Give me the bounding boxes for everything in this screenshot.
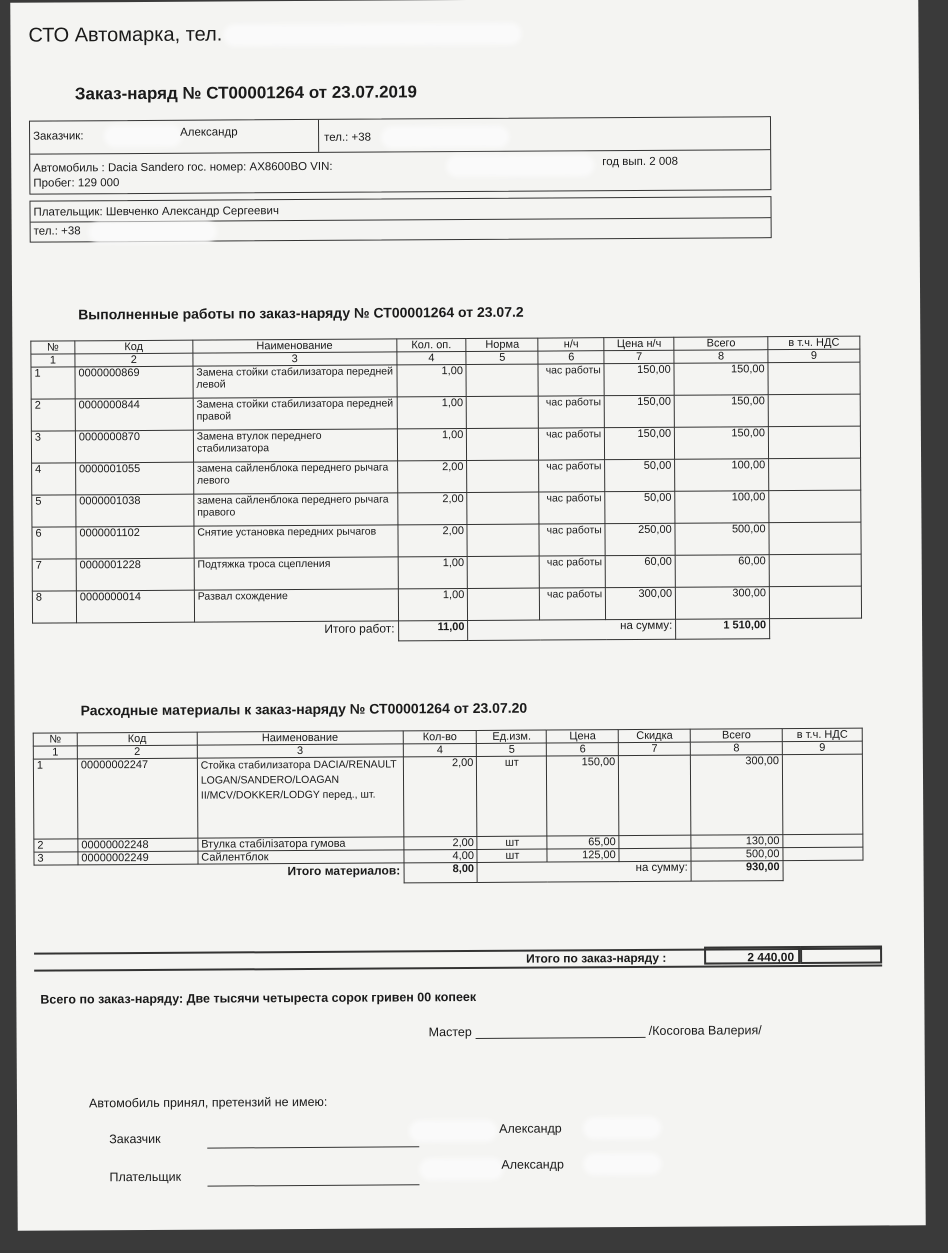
row-name: Стойка стабилизатора DACIA/RENAULT LOGAN/SANDERO/LOAGAN II/MCV/DOKKER/LODGY перед., шт.	[197, 757, 403, 838]
row-name: Подтяжка троса сцепления	[194, 557, 398, 590]
col-number: 7	[619, 742, 691, 755]
customer-sign-label: Заказчик	[109, 1131, 161, 1147]
col-number: 7	[604, 350, 674, 363]
row-unit: час работы	[540, 588, 606, 620]
row-norm	[467, 492, 539, 524]
works-sum-label: на сумму:	[468, 619, 676, 640]
car-mileage: Пробег: 129 000	[33, 177, 120, 190]
materials-table	[33, 728, 864, 886]
row-norm	[468, 588, 540, 620]
row-number: 7	[32, 559, 76, 591]
row-vat	[783, 847, 863, 860]
table-row	[32, 522, 861, 559]
row-vat	[769, 522, 861, 555]
payer-sign-line	[207, 1170, 419, 1186]
row-code: 0000000869	[75, 366, 193, 399]
customer-sign-line	[207, 1132, 419, 1148]
row-total: 100,00	[675, 491, 769, 524]
row-norm	[468, 556, 540, 588]
row-unit: час работы	[538, 364, 604, 396]
row-norm	[467, 396, 539, 428]
table-row	[31, 362, 860, 399]
table-row	[32, 586, 861, 623]
col-header: №	[31, 341, 75, 354]
row-number: 1	[31, 367, 75, 399]
order-document	[10, 0, 925, 1231]
row-unit: час работы	[539, 396, 605, 428]
row-total: 130,00	[691, 835, 783, 849]
payer-name: Плательщик: Шевченко Александр Сергеевич	[33, 205, 279, 219]
col-number: 9	[768, 349, 860, 363]
materials-sum-label: на сумму:	[478, 861, 692, 882]
row-unit: шт	[477, 756, 547, 836]
col-header: н/ч	[538, 338, 604, 351]
col-header: №	[33, 733, 77, 746]
table-row	[31, 426, 860, 463]
col-header: Норма	[466, 338, 538, 351]
col-number: 2	[77, 745, 197, 759]
row-code: 0000001102	[76, 526, 194, 559]
page-title: Заказ-наряд № СТ00001264 от 23.07.2019	[74, 82, 417, 104]
master-sign-line	[475, 1037, 645, 1039]
row-vat	[782, 754, 862, 834]
grand-total-words: Всего по заказ-наряду: Две тысячи четыреста сорок гривен 00 копеек	[40, 989, 477, 1007]
row-total: 100,00	[675, 459, 769, 492]
row-vat	[769, 490, 861, 523]
row-total: 150,00	[675, 427, 769, 460]
col-header: Код	[77, 732, 197, 746]
col-number: 8	[674, 350, 768, 364]
row-number: 2	[31, 399, 75, 431]
works-total-row	[33, 618, 862, 643]
payer-sign-name: Александр	[501, 1157, 564, 1172]
row-price: 250,00	[605, 523, 675, 555]
customer-label: Заказчик:	[33, 130, 84, 143]
table-row	[32, 554, 861, 591]
payer-box	[29, 196, 771, 243]
col-number: 3	[193, 352, 397, 366]
grand-total-value: 2 440,00	[704, 946, 800, 965]
col-number: 5	[466, 351, 538, 364]
row-number: 6	[32, 527, 76, 559]
divider	[318, 120, 319, 152]
col-number: 6	[547, 743, 619, 756]
redacted-phone	[385, 130, 505, 145]
col-header: Наименование	[193, 339, 397, 353]
col-header: Код	[75, 340, 193, 354]
works-total-label: Итого работ:	[324, 621, 395, 636]
empty-cell	[783, 860, 863, 880]
payer-sign-label: Плательщик	[109, 1169, 182, 1185]
row-total: 300,00	[691, 755, 783, 836]
row-unit: час работы	[539, 524, 605, 556]
row-total: 500,00	[691, 848, 783, 862]
redacted-surname	[423, 1162, 499, 1176]
row-number: 4	[32, 463, 76, 495]
col-number: 6	[538, 351, 604, 364]
payer-phone-label: тел.: +38	[33, 225, 81, 238]
row-vat	[783, 834, 863, 847]
materials-total-label: Итого материалов:	[287, 863, 401, 879]
row-vat	[769, 458, 861, 491]
materials-title: Расходные материалы к заказ-наряду № СТ00001264 от 23.07.20	[80, 699, 528, 719]
row-unit: час работы	[539, 428, 605, 460]
row-total: 300,00	[676, 587, 770, 620]
materials-sum: 930,00	[691, 861, 783, 882]
row-norm	[467, 460, 539, 492]
car-info: Автомобиль : Dacia Sandero гос. номер: AX8600BO VIN:	[33, 160, 333, 175]
materials-total-qty: 8,00	[404, 862, 478, 882]
row-name: замена сайленблока переднего рычага левого	[193, 461, 397, 494]
table-row	[33, 754, 862, 839]
row-code: 00000002247	[77, 758, 197, 839]
row-qty: 1,00	[398, 557, 468, 589]
master-name: /Косогова Валерия/	[648, 1023, 762, 1038]
row-discount	[619, 755, 691, 835]
col-header: в т.ч. НДС	[768, 336, 860, 350]
row-vat	[769, 586, 861, 619]
customer-phone-label: тел.: +38	[324, 131, 372, 144]
row-vat	[768, 362, 860, 395]
row-discount	[619, 848, 691, 861]
row-total: 60,00	[675, 555, 769, 588]
redacted-phone	[228, 26, 518, 42]
row-vat	[768, 426, 860, 459]
row-vat	[769, 554, 861, 587]
row-qty: 2,00	[403, 836, 477, 849]
grand-total-vat	[800, 945, 882, 964]
row-vat	[768, 394, 860, 427]
col-number: 1	[33, 746, 77, 759]
divider	[30, 149, 770, 155]
row-name: замена сайленблока переднего рычага правого	[194, 493, 398, 526]
customer-signature	[109, 1132, 160, 1146]
company-name	[28, 22, 518, 48]
row-number: 3	[31, 431, 75, 463]
col-header: Всего	[674, 337, 768, 351]
row-norm	[467, 428, 539, 460]
row-number: 5	[32, 495, 76, 527]
col-number: 9	[782, 741, 862, 754]
customer-name: Александр	[180, 126, 238, 139]
table-row	[32, 490, 861, 527]
customer-sign-name: Александр	[499, 1121, 562, 1136]
empty-cell	[770, 618, 862, 639]
row-price: 60,00	[605, 555, 675, 587]
col-header: Цена н/ч	[604, 337, 674, 350]
works-sum: 1 510,00	[676, 619, 770, 640]
row-price: 65,00	[547, 836, 619, 849]
materials-total-row	[34, 860, 863, 885]
row-code: 0000000870	[75, 430, 193, 463]
row-name: Замена втулок переднего стабилизатора	[193, 429, 397, 462]
payer-signature	[109, 1170, 181, 1184]
row-unit: час работы	[539, 492, 605, 524]
row-code: 0000000844	[75, 398, 193, 431]
row-name: Втулка стабілізатора гумова	[198, 837, 404, 851]
row-code: 0000001228	[76, 558, 194, 591]
row-unit: час работы	[540, 556, 606, 588]
row-qty: 2,00	[397, 493, 467, 525]
row-unit: час работы	[539, 460, 605, 492]
row-total: 500,00	[675, 523, 769, 556]
row-code: 00000002249	[78, 851, 198, 865]
master-signature	[429, 1023, 762, 1039]
works-total-qty: 11,00	[398, 621, 468, 641]
row-code: 0000001038	[76, 494, 194, 527]
row-number: 1	[33, 759, 77, 839]
redacted-surname	[413, 1124, 493, 1138]
col-header: Всего	[690, 729, 782, 743]
row-price: 300,00	[606, 587, 676, 619]
master-label: Мастер	[428, 1024, 472, 1040]
row-unit: шт	[477, 836, 547, 849]
grand-total-label: Итого по заказ-наряду :	[526, 950, 667, 966]
works-table	[30, 336, 862, 644]
col-header: Скидка	[619, 729, 691, 742]
customer-box	[29, 116, 771, 195]
row-norm	[466, 364, 538, 396]
redacted-patronymic	[587, 1121, 657, 1135]
redacted-vin	[450, 158, 590, 173]
col-number: 1	[31, 354, 75, 367]
row-number: 8	[32, 591, 76, 623]
row-qty: 1,00	[398, 589, 468, 621]
row-price: 150,00	[604, 395, 674, 427]
row-discount	[619, 835, 691, 848]
col-number: 4	[403, 743, 477, 756]
company-label: СТО Автомарка, тел.	[28, 23, 223, 47]
col-number: 8	[691, 742, 783, 756]
row-total: 150,00	[674, 395, 768, 428]
col-number: 5	[477, 743, 547, 756]
row-qty: 2,00	[397, 525, 467, 557]
works-title: Выполненные работы по заказ-наряду № СТ00001264 от 23.07.2	[78, 303, 524, 323]
row-norm	[467, 524, 539, 556]
col-header: Кол. оп.	[396, 339, 466, 352]
row-name: Снятие установка передних рычагов	[194, 525, 398, 558]
redacted-phone	[93, 225, 213, 240]
col-number: 2	[75, 353, 193, 367]
col-number: 4	[396, 352, 466, 365]
row-price: 125,00	[547, 849, 619, 862]
table-row	[32, 458, 861, 495]
row-qty: 1,00	[397, 397, 467, 429]
row-price: 50,00	[605, 491, 675, 523]
col-header: Кол-во	[403, 730, 477, 743]
row-unit: шт	[477, 849, 547, 862]
row-price: 150,00	[547, 756, 619, 836]
table-row	[31, 394, 860, 431]
col-header: в т.ч. НДС	[782, 728, 862, 741]
row-price: 150,00	[604, 363, 674, 395]
row-name: Развал схождение	[194, 589, 398, 622]
row-code: 0000000014	[76, 590, 194, 623]
row-code: 00000002248	[78, 838, 198, 852]
accepted-note: Автомобиль принял, претензий не имею:	[88, 1094, 328, 1111]
col-header: Ед.изм.	[477, 730, 547, 743]
row-number: 2	[34, 839, 78, 852]
row-qty: 2,00	[397, 461, 467, 493]
row-price: 150,00	[605, 427, 675, 459]
row-name: Замена стойки стабилизатора передней правой	[193, 397, 397, 430]
col-header: Наименование	[197, 731, 403, 745]
col-header: Цена	[547, 730, 619, 743]
row-name: Замена стойки стабилизатора передней левой	[193, 365, 397, 398]
row-total: 150,00	[674, 363, 768, 396]
col-number: 3	[197, 744, 403, 758]
row-number: 3	[34, 852, 78, 865]
row-qty: 1,00	[397, 365, 467, 397]
row-qty: 1,00	[397, 429, 467, 461]
row-qty: 4,00	[404, 849, 478, 862]
row-price: 50,00	[605, 459, 675, 491]
row-qty: 2,00	[403, 756, 477, 836]
redacted-surname	[108, 129, 178, 143]
car-year: год вып. 2 008	[602, 155, 679, 169]
redacted-patronymic	[587, 1157, 657, 1171]
row-name: Сайлентблок	[198, 850, 404, 864]
row-code: 0000001055	[76, 462, 194, 495]
